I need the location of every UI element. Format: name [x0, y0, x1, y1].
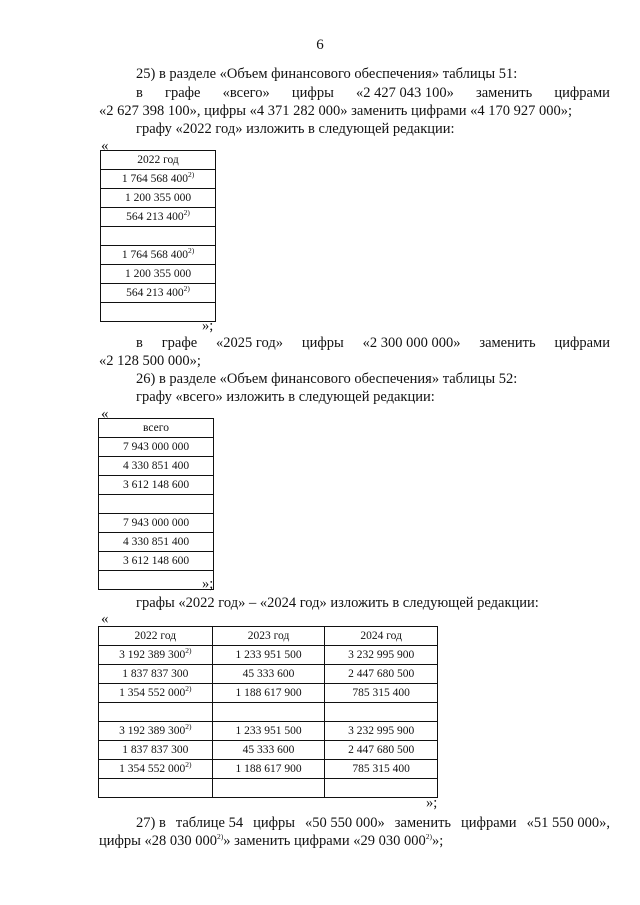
cell-text: 785 315 400 [352, 687, 410, 699]
word: заменить [479, 335, 536, 351]
cell-value [325, 646, 438, 665]
cell-text: 2 447 680 500 [348, 744, 415, 756]
table-row [101, 170, 216, 189]
cell-value: 1 764 568 400 [121, 249, 188, 261]
table-row [99, 665, 438, 684]
word: «2 427 043 100» [355, 85, 454, 101]
item26-line2: графу «всего» изложить в следующей редакции: [136, 389, 435, 405]
cell-value [212, 703, 325, 722]
word: графе [165, 85, 201, 101]
cell-value [99, 722, 213, 741]
cell-text: 45 333 600 [242, 744, 295, 756]
text-part: »; [431, 833, 444, 849]
table-header: 2024 год [325, 627, 438, 646]
word: в [136, 85, 143, 101]
table-2022 [100, 150, 216, 322]
cell-value [325, 722, 438, 741]
table-header: 2022 год [99, 627, 213, 646]
word: графе [161, 335, 198, 351]
table-row [101, 284, 216, 303]
cell-text: 785 315 400 [352, 763, 410, 775]
word: «2 300 000 000» [362, 335, 461, 351]
table-row: 7 943 000 000 [99, 438, 214, 457]
close-quote: »; [202, 576, 214, 592]
footnote-mark: 2) [217, 832, 224, 841]
table-row [99, 760, 438, 779]
word: «50 550 000» [305, 815, 385, 831]
cell-value: 1 200 355 000 [124, 268, 192, 280]
cell-value: 564 213 400 [126, 211, 184, 223]
open-quote: « [101, 611, 109, 627]
table-row [99, 684, 438, 703]
cell-text: 3 192 389 300 [119, 725, 186, 737]
table-row [99, 779, 438, 798]
word: заменить [394, 815, 452, 831]
cell-value [325, 703, 438, 722]
cell-value [99, 665, 213, 684]
page-number: 6 [316, 37, 324, 53]
cell-text: 1 188 617 900 [235, 763, 302, 775]
text-part: » заменить цифрами «29 030 000 [223, 833, 426, 849]
close-quote: »; [426, 795, 438, 811]
table-row [101, 227, 216, 246]
word: «всего» [222, 85, 270, 101]
word: «51 550 000», [526, 815, 610, 831]
item25-line2 [136, 85, 610, 101]
cell-value [325, 684, 438, 703]
cell-value [99, 779, 213, 798]
cell-text: 45 333 600 [242, 668, 295, 680]
footnote-mark: 2) [183, 208, 190, 217]
footnote-mark: 2) [185, 760, 192, 769]
cell-value [212, 741, 325, 760]
cell-text: 3 232 995 900 [348, 725, 415, 737]
word: цифрами [554, 85, 610, 101]
table-row [99, 741, 438, 760]
table-row: 4 330 851 400 [99, 457, 214, 476]
cell-text: 1 233 951 500 [235, 649, 302, 661]
cell-value [325, 741, 438, 760]
table-row [101, 303, 216, 322]
table-header: 2023 год [212, 627, 325, 646]
close-quote: »; [202, 318, 214, 334]
cell-text: 1 354 552 000 [119, 687, 186, 699]
table-row [99, 495, 214, 514]
table-row: 3 612 148 600 [99, 476, 214, 495]
cell-value [99, 741, 213, 760]
cell-value [325, 779, 438, 798]
item27-line2 [99, 833, 443, 849]
table-row [99, 703, 438, 722]
cell-text: 1 233 951 500 [235, 725, 302, 737]
table-row: 3 612 148 600 [99, 552, 214, 571]
word: цифры [291, 85, 334, 101]
cell-value [212, 722, 325, 741]
table-header: 2022 год [101, 151, 216, 170]
cell-value: 564 213 400 [126, 287, 184, 299]
cell-value [325, 665, 438, 684]
table-row [99, 571, 214, 590]
word: цифрами [554, 335, 610, 351]
cell-value [99, 703, 213, 722]
table-row [101, 208, 216, 227]
text-part: цифры «28 030 000 [99, 833, 218, 849]
word: в [136, 335, 143, 351]
word: цифры [253, 815, 296, 831]
cell-value: 1 200 355 000 [124, 192, 192, 204]
word: заменить [475, 85, 533, 101]
word: цифры [301, 335, 344, 351]
cell-value [212, 760, 325, 779]
item26-line3: графы «2022 год» – «2024 год» изложить в следующей редакции: [136, 595, 539, 611]
item26-line1: 26) в разделе «Объем финансового обеспечения» таблицы 52: [136, 371, 518, 387]
table-row [99, 722, 438, 741]
cell-value: 1 764 568 400 [121, 173, 188, 185]
cell-value [212, 684, 325, 703]
cell-value [212, 646, 325, 665]
table-2022-2024 [98, 626, 438, 798]
cell-text: 3 192 389 300 [119, 649, 186, 661]
table-row [101, 189, 216, 208]
table-row: 4 330 851 400 [99, 533, 214, 552]
footnote-mark: 2) [187, 246, 195, 255]
cell-value [212, 665, 325, 684]
cell-text: 1 354 552 000 [119, 763, 186, 775]
table-row [99, 646, 438, 665]
table-row: 7 943 000 000 [99, 514, 214, 533]
table-header: всего [99, 419, 214, 438]
item25-line6: «2 128 500 000»; [99, 353, 201, 369]
table-total [98, 418, 214, 590]
cell-text: 3 232 995 900 [348, 649, 415, 661]
table-row [101, 265, 216, 284]
word: таблице 54 [175, 815, 244, 831]
cell-value [99, 646, 213, 665]
cell-value [325, 760, 438, 779]
word: цифрами [461, 815, 517, 831]
footnote-mark: 2) [185, 722, 192, 731]
item25-line3: «2 627 398 100», цифры «4 371 282 000» заменить цифрами «4 170 927 000»; [99, 103, 573, 119]
footnote-mark: 2) [425, 832, 432, 841]
cell-value [99, 684, 213, 703]
cell-text: 1 837 837 300 [122, 668, 189, 680]
item25-line5 [136, 335, 610, 351]
open-quote: « [101, 406, 109, 422]
footnote-mark: 2) [183, 284, 190, 293]
item27-line1 [136, 815, 610, 831]
footnote-mark: 2) [185, 684, 192, 693]
open-quote: « [101, 138, 109, 154]
cell-text: 1 188 617 900 [235, 687, 302, 699]
cell-text: 2 447 680 500 [348, 668, 415, 680]
footnote-mark: 2) [185, 646, 192, 655]
item25-line1: 25) в разделе «Объем финансового обеспечения» таблицы 51: [136, 66, 518, 82]
item25-line4: графу «2022 год» изложить в следующей редакции: [136, 121, 455, 137]
table-row [101, 246, 216, 265]
cell-value [99, 760, 213, 779]
word: «2025 год» [216, 335, 283, 351]
footnote-mark: 2) [187, 170, 195, 179]
cell-value [212, 779, 325, 798]
cell-text: 1 837 837 300 [122, 744, 189, 756]
word: 27) в [136, 815, 166, 831]
